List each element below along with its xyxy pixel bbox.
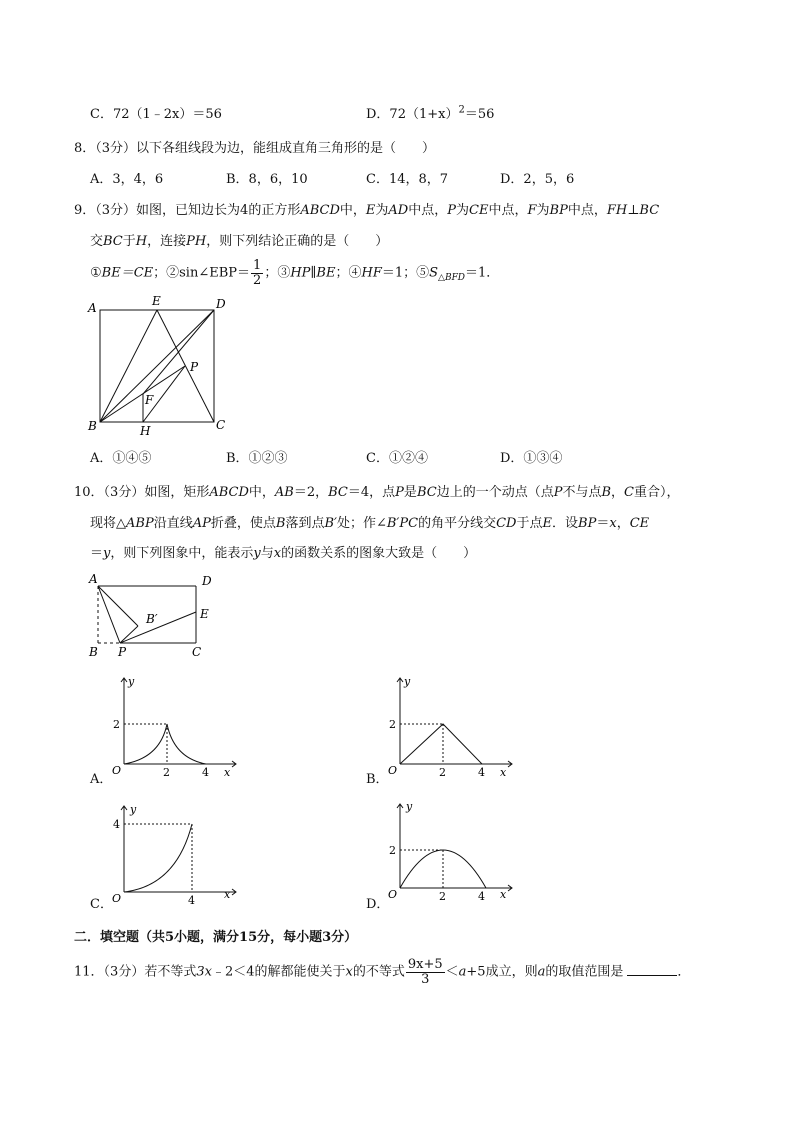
q9-stem-line1: 9．（3分）如图，已知边长为4的正方形ABCD中，E为AD中点，P为CE中点，F为BP中点，FH⊥BC bbox=[74, 203, 660, 218]
svg-text:O: O bbox=[112, 892, 122, 905]
q9-label-a: A bbox=[88, 301, 97, 315]
svg-text:4: 4 bbox=[478, 766, 485, 779]
svg-text:2: 2 bbox=[389, 718, 396, 731]
svg-text:2: 2 bbox=[163, 766, 170, 779]
svg-text:2: 2 bbox=[389, 844, 396, 857]
svg-text:x: x bbox=[224, 766, 231, 779]
svg-text:y: y bbox=[406, 800, 413, 813]
q10-label-b: B bbox=[89, 645, 98, 659]
q8-option-b: B．8，6，10 bbox=[226, 172, 308, 187]
q10-stem-line1: 10．（3分）如图，矩形ABCD中，AB＝2，BC＝4，点P是BC边上的一个动点（点P不与点B，C重合）， bbox=[74, 485, 680, 500]
svg-text:x: x bbox=[500, 888, 507, 901]
q7-option-d: D．$72(1+x)^2=56$ bbox=[366, 104, 495, 122]
svg-text:O: O bbox=[388, 888, 398, 901]
q10-label-e: E bbox=[200, 607, 209, 621]
q10-label-d: D bbox=[202, 574, 212, 588]
q10-label-p: P bbox=[118, 645, 127, 659]
q8-option-a: A．3，4，6 bbox=[90, 172, 164, 187]
graph-c-label: C． bbox=[90, 897, 113, 912]
svg-text:x: x bbox=[224, 888, 231, 901]
svg-text:4: 4 bbox=[113, 818, 120, 831]
q10-label-a: A bbox=[89, 572, 98, 586]
q9-label-d: D bbox=[216, 297, 226, 311]
svg-text:4: 4 bbox=[478, 890, 485, 903]
q8-option-c: C．14，8，7 bbox=[366, 172, 449, 187]
q9-fraction: $\frac{1}{2}$ bbox=[253, 258, 262, 288]
graph-d bbox=[382, 798, 522, 903]
q9-label-b: B bbox=[88, 419, 97, 433]
q9-label-h: H bbox=[140, 424, 151, 438]
graph-a-label: A． bbox=[90, 772, 113, 787]
svg-text:2: 2 bbox=[113, 718, 120, 731]
q9-option-c: C．①②④ bbox=[366, 451, 428, 466]
svg-text:y: y bbox=[130, 803, 137, 816]
q10-label-c: C bbox=[192, 645, 202, 659]
q9-label-p: P bbox=[190, 360, 199, 374]
svg-text:x: x bbox=[500, 766, 507, 779]
q9-option-d: D．①③④ bbox=[500, 451, 563, 466]
graph-c bbox=[106, 800, 246, 907]
q10-stem-line3: ＝y，则下列图象中，能表示y与x的函数关系的图象大致是（ ） bbox=[90, 546, 477, 561]
q9-label-c: C bbox=[216, 418, 226, 432]
q11-answer-blank[interactable] bbox=[627, 975, 677, 976]
q8-stem: 8．（3分）以下各组线段为边，能组成直角三角形的是（ ） bbox=[74, 141, 436, 156]
svg-text:y: y bbox=[404, 675, 411, 688]
q9-stem-line3: ①BE＝CE；②sin∠EBP＝ $\frac{1}{2}$ ；③HP∥BE；④HF＝1；$⑤S_{\triangle BFD}=1$． bbox=[90, 258, 500, 288]
q11-stem: 11．（3分）若不等式3x﹣2＜4的解都能使关于x的不等式 $\frac{9x+5}{3}$ ＜a+5成立，则a的取值范围是 ． bbox=[74, 957, 691, 987]
q9-label-e: E bbox=[152, 294, 161, 308]
svg-text:O: O bbox=[388, 764, 398, 777]
svg-text:4: 4 bbox=[188, 894, 195, 907]
svg-text:O: O bbox=[112, 764, 122, 777]
q9-option-a: A．①④⑤ bbox=[90, 451, 152, 466]
q10-rectangle-figure bbox=[86, 570, 226, 660]
graph-a bbox=[106, 672, 246, 779]
q7-option-c: C．72（1﹣2x）＝56 bbox=[90, 107, 222, 122]
section-2-title: 二．填空题（共5小题，满分15分，每小题3分） bbox=[74, 930, 358, 945]
q8-option-d: D．2，5，6 bbox=[500, 172, 575, 187]
svg-text:y: y bbox=[128, 675, 135, 688]
svg-text:4: 4 bbox=[202, 766, 209, 779]
q11-fraction: $\frac{9x+5}{3}$ bbox=[407, 957, 443, 987]
q9-square-figure bbox=[86, 292, 236, 440]
graph-d-label: D． bbox=[366, 897, 390, 912]
q10-stem-line2: 现将△ABP沿直线AP折叠，使点B落到点B′处；作∠B′PC的角平分线交CD于点E．设BP＝x，CE bbox=[90, 516, 650, 531]
q9-stem-line2: 交BC于H，连接PH，则下列结论正确的是（ ） bbox=[90, 234, 389, 249]
svg-text:2: 2 bbox=[439, 766, 446, 779]
q9-option-b: B．①②③ bbox=[226, 451, 288, 466]
svg-text:2: 2 bbox=[439, 890, 446, 903]
graph-b bbox=[382, 672, 522, 779]
q9-label-f: F bbox=[145, 393, 154, 407]
q10-label-bprime: B′ bbox=[146, 612, 158, 626]
graph-b-label: B． bbox=[366, 772, 389, 787]
